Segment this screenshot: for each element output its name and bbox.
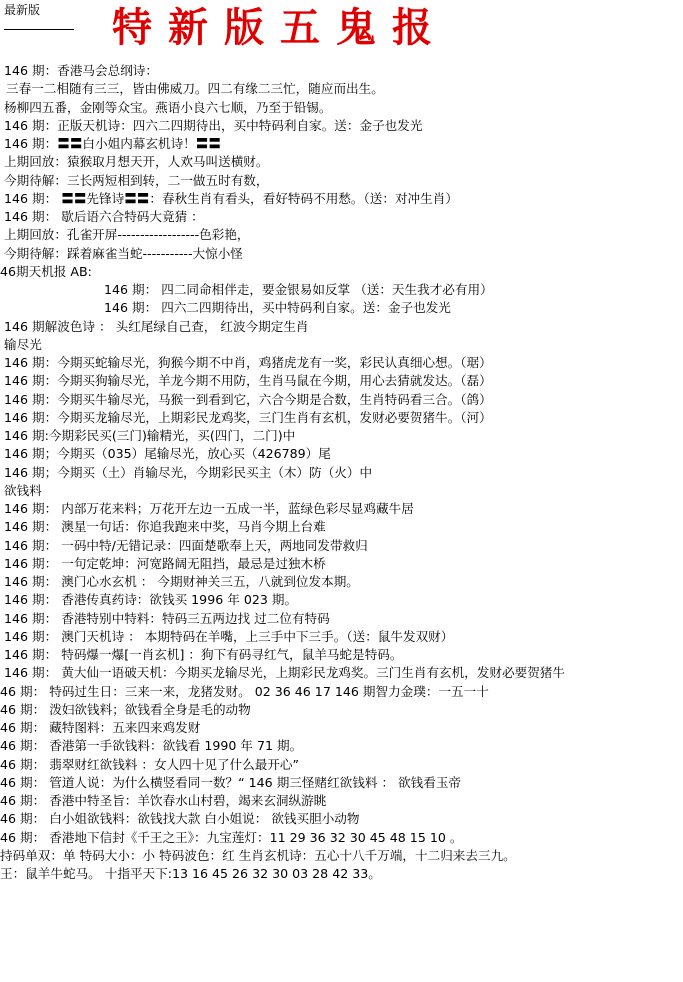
text-line: 杨柳四五番，金刚等众宝。燕语小良六七顺，乃至于铅锡。 bbox=[4, 99, 332, 115]
text-line: 146 期:今期彩民买(三门)输精光，买(四门，二门)中 bbox=[4, 428, 296, 443]
text-line: 146 期： 歇后语六合特码大竟猜 ： bbox=[4, 209, 204, 224]
text-line: 146 期：今期买狗输尽光，羊龙今期不用防，生肖马鼠在今期，用心去猜就发达。（磊） bbox=[4, 373, 492, 389]
text-line: 46 期： 香港中特圣旨：羊饮春水山村碧，竭来玄洞纵游眺 bbox=[0, 793, 327, 808]
text-line: 输尽光 bbox=[4, 336, 42, 352]
page-title: 特新版五鬼报 bbox=[112, 4, 448, 51]
text-line: 今期待解：踩着麻雀当蛇-----------大惊小怪 bbox=[4, 245, 243, 261]
text-line: 146 期： 四六二四期待出，买中特码利自家。送：金子也发光 bbox=[104, 300, 451, 316]
text-line: 146 期：今期买蛇输尽光，狗猴今期不中肖，鸡猪虎龙有一奖，彩民认真细心想。（琚） bbox=[4, 355, 492, 370]
text-line: 146 期： 澳星一句话：你追我跑来中奖，马肖今期上台难 bbox=[4, 519, 326, 535]
text-line: 上期回放：孔雀开屏------------------色彩艳， bbox=[4, 227, 250, 243]
text-line: 146 期；今期买（035）尾输尽光，放心买（426789）尾 bbox=[4, 446, 331, 462]
text-line: 146 期： 黄大仙一语破天机：今期买龙输尽光，上期彩民龙鸡奖。三门生肖有玄机，发财必要贺猪牛 bbox=[4, 665, 565, 681]
text-line: 46 期： 管道人说：为什么横竖看同一数？“ 146 期三怪赌红欲钱料 ： 欲钱看玉帝 bbox=[0, 774, 462, 790]
text-line: 欲钱料 bbox=[4, 482, 42, 498]
header bbox=[0, 0, 683, 62]
text-line: 46 期： 特码过生日：三来一来，龙猪发财。 02 36 46 17 146 期智力金璞：一五一十 bbox=[0, 683, 489, 699]
text-line: 146 期： 特码爆一爆[一肖玄机] ：狗下有码寻红气，鼠羊马蛇是特码。 bbox=[4, 647, 403, 662]
version-tag: 最新版 bbox=[4, 3, 74, 30]
text-line: 146 期： 澳门天机诗 ： 本期特码在羊嘴，上三手中下三手。（送：鼠牛发双财） bbox=[4, 628, 454, 644]
text-line: 146 期： 一句定乾坤：河宽路阔无阻挡，最忌是过独木桥 bbox=[4, 555, 326, 571]
text-line: 46 期： 香港地下信封《千王之王》：九宝莲灯：11 29 36 32 30 45 48 15 10 。 bbox=[0, 829, 463, 845]
text-line: 146 期： 四二同命相伴走，要金银易如反掌 （送：天生我才必有用） bbox=[104, 282, 493, 297]
text-line: 46 期： 泼妇欲钱料；欲钱看全身是毛的动物 bbox=[0, 701, 251, 717]
text-line: 146 期：今期买龙输尽光，上期彩民龙鸡奖，三门生肖有玄机，发财必要贺猪牛。（河） bbox=[4, 409, 492, 425]
text-line: 146 期： 香港传真药诗：欲钱买 1996 年 023 期。 bbox=[4, 592, 298, 608]
text-line: 146 期解波色诗 ： 头红尾绿自己查， 红波今期定生肖 bbox=[4, 318, 309, 334]
text-line: 146 期：正版天机诗：四六二四期待出，买中特码利自家。送：金子也发光 bbox=[4, 117, 423, 133]
text-line: 146 期：今期买牛输尽光，马猴一到看到它，六合今期是合数，生肖特码看三合。（鸽） bbox=[4, 391, 492, 407]
text-line: 46 期： 香港第一手欲钱料：欲钱看 1990 年 71 期。 bbox=[0, 738, 303, 754]
text-line: 三春一二相随有三三，皆由佛威刀。四二有缘二三忙，随应而出生。 bbox=[6, 81, 384, 97]
text-line: 146 期；今期买（土）肖输尽光，今期彩民买主（木）防（火）中 bbox=[4, 464, 373, 480]
text-line: 今期待解：三长两短相到转，二一做五时有数， bbox=[4, 172, 269, 188]
text-line: 46期天机报 AB: bbox=[0, 263, 92, 279]
text-line: 上期回放：猿猴取月想天开，人欢马叫送横财。 bbox=[4, 154, 269, 170]
text-line: 146 期： 澳门心水玄机 ： 今期财神关三五，八就到位发本期。 bbox=[4, 574, 359, 589]
text-line: 146 期：香港马会总纲诗： bbox=[4, 63, 158, 78]
text-line: 46 期： 翡翠财红欲钱料 ：女人四十见了什么最开心” bbox=[0, 756, 300, 772]
text-line: 王：鼠羊牛蛇马。 十指平天下:13 16 45 26 32 30 03 28 42 33。 bbox=[0, 866, 381, 881]
text-line: 持码单双：单 特码大小：小 特码波色：红 生肖玄机诗：五心十八千万端，十二归来去三九。 bbox=[0, 847, 516, 863]
text-lines bbox=[0, 62, 683, 883]
text-line: 146 期： 一码中特/无错记录：四面楚歌奉上天，两地同发带救归 bbox=[4, 537, 368, 553]
text-line: 46 期： 藏特图料：五来四来鸡发财 bbox=[0, 720, 201, 735]
text-line: 46 期： 白小姐欲钱料：欲钱找大款 白小姐说： 欲钱买胆小动物 bbox=[0, 811, 360, 827]
text-line: 146 期： 〓〓先锋诗〓〓：春秋生肖有看头，看好特码不用愁。（送：对冲生肖） bbox=[4, 190, 458, 206]
text-line: 146 期： 内部万花来料；万花开左边一五成一半，蓝绿色彩尽显鸡藏牛居 bbox=[4, 501, 414, 516]
text-line: 146 期：〓〓白小姐内幕玄机诗！〓〓 bbox=[4, 136, 221, 151]
text-line: 146 期： 香港特别中特料：特码三五两边找 过二位有特码 bbox=[4, 610, 330, 626]
